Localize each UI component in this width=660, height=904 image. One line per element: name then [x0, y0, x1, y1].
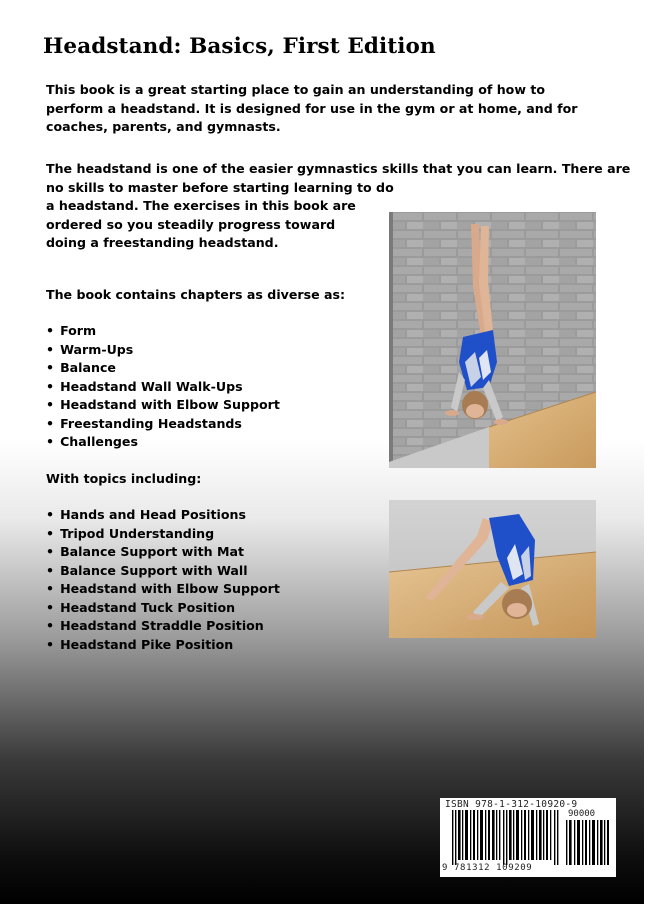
chapter-item: • Headstand with Elbow Support	[46, 396, 280, 415]
isbn-barcode	[440, 798, 616, 877]
description-line: doing a freestanding headstand.	[46, 235, 279, 251]
description-line: The headstand is one of the easier gymnastics skills that you can learn. There are	[46, 161, 631, 176]
chapter-item: • Warm-Ups	[46, 341, 280, 360]
description-line: ordered so you steadily progress toward	[46, 216, 336, 232]
topic-item: • Balance Support with Mat	[46, 543, 280, 562]
topics-list	[46, 506, 280, 654]
addon-bars	[566, 820, 612, 865]
isbn-label: ISBN 978-1-312-10920-9	[445, 799, 578, 810]
chapter-item: • Challenges	[46, 433, 280, 452]
topic-item: • Tripod Understanding	[46, 525, 280, 544]
page-margin	[644, 0, 660, 904]
topic-item: • Headstand with Elbow Support	[46, 580, 280, 599]
topic-item: • Headstand Straddle Position	[46, 617, 280, 636]
topic-item: • Headstand Pike Position	[46, 636, 280, 655]
intro-paragraph: This book is a great starting place to gain an understanding of how to perform a headstand. It is designed for use in the gym or at home, and for coaches, parents, and gymnasts.	[46, 82, 578, 135]
book-title: Headstand: Basics, First Edition	[43, 34, 436, 59]
chapter-item: • Headstand Wall Walk-Ups	[46, 378, 280, 397]
topic-item: • Balance Support with Wall	[46, 562, 280, 581]
ean-bars	[452, 810, 560, 865]
chapters-list	[46, 322, 280, 452]
chapter-item: • Form	[46, 322, 280, 341]
chapter-item: • Freestanding Headstands	[46, 415, 280, 434]
topic-item: • Hands and Head Positions	[46, 506, 280, 525]
wall-headstand-illustration	[389, 212, 596, 468]
chapters-heading: The book contains chapters as diverse as:	[46, 287, 346, 302]
price-code: 90000	[568, 809, 596, 819]
description-line: no skills to master before starting learning to do	[46, 179, 394, 195]
ean-digits: 9 781312 109209	[442, 863, 533, 873]
floor-headstand-illustration	[389, 500, 596, 638]
chapter-item: • Balance	[46, 359, 280, 378]
topics-heading: With topics including:	[46, 471, 202, 486]
topic-item: • Headstand Tuck Position	[46, 599, 280, 618]
description-line: a headstand. The exercises in this book are	[46, 198, 356, 214]
